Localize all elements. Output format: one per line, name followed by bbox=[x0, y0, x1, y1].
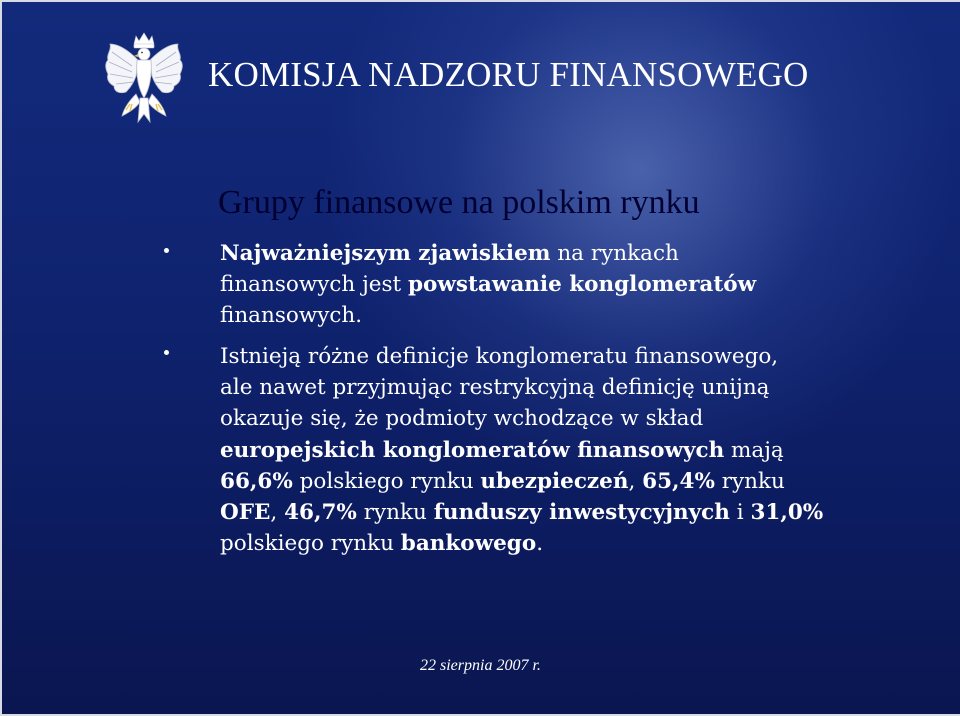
text-run: i bbox=[729, 500, 751, 526]
text-run: na rynkach bbox=[550, 241, 679, 266]
text-run: okazuje się, że podmioty wchodzące w skład bbox=[220, 406, 704, 432]
text-run: finansowych jest bbox=[220, 272, 408, 298]
bold-text-run: OFE bbox=[220, 500, 271, 526]
bold-text-run: bankowego bbox=[400, 531, 537, 557]
paragraph-line bbox=[220, 403, 880, 434]
paragraph-line bbox=[220, 528, 880, 559]
bullet-paragraph-2 bbox=[220, 341, 880, 559]
bold-text-run: 31,0% bbox=[750, 500, 824, 526]
text-run: finansowych. bbox=[220, 303, 363, 329]
text-run: . bbox=[536, 531, 544, 557]
bold-text-run: 65,4% bbox=[642, 468, 715, 494]
text-run: rynku bbox=[714, 468, 785, 494]
bold-text-run: ubezpieczeń bbox=[480, 468, 629, 494]
bold-text-run: 66,6% bbox=[220, 468, 293, 494]
slide-title: Grupy finansowe na polskim rynku bbox=[218, 184, 700, 221]
bold-text-run: europejskich konglomeratów finansowych bbox=[220, 437, 725, 463]
text-run: Istnieją różne definicje konglomeratu finansowego, bbox=[220, 344, 779, 369]
polish-eagle-emblem-icon bbox=[100, 30, 188, 128]
text-run: rynku bbox=[356, 500, 434, 526]
paragraph-line bbox=[220, 435, 880, 466]
text-run: mają bbox=[724, 437, 784, 463]
frame-top-line bbox=[0, 0, 960, 2]
text-run: polskiego rynku bbox=[220, 531, 401, 557]
bold-text-run: powstawanie konglomeratów bbox=[408, 272, 757, 298]
bold-text-run: Najważniejszym zjawiskiem bbox=[220, 241, 551, 266]
text-run: ale nawet przyjmując restrykcyjną definicję unijną bbox=[220, 375, 770, 401]
text-run: , bbox=[628, 468, 643, 494]
paragraph-line bbox=[220, 300, 860, 331]
paragraph-line bbox=[220, 238, 860, 269]
bullet-dot-icon bbox=[164, 350, 169, 355]
paragraph-line bbox=[220, 497, 880, 528]
frame-left-line bbox=[0, 0, 2, 716]
bullet-paragraph-1 bbox=[220, 238, 860, 332]
paragraph-line bbox=[220, 372, 880, 403]
header-title: KOMISJA NADZORU FINANSOWEGO bbox=[208, 55, 809, 94]
bullet-dot-icon bbox=[164, 248, 169, 253]
paragraph-line bbox=[220, 269, 860, 300]
bold-text-run: 46,7% bbox=[284, 500, 357, 526]
bold-text-run: funduszy inwestycyjnych bbox=[433, 500, 730, 526]
text-run: polskiego rynku bbox=[292, 468, 481, 494]
paragraph-line bbox=[220, 466, 880, 497]
paragraph-line bbox=[220, 341, 880, 372]
footer-date: 22 sierpnia 2007 r. bbox=[420, 657, 541, 674]
text-run: , bbox=[270, 500, 285, 526]
